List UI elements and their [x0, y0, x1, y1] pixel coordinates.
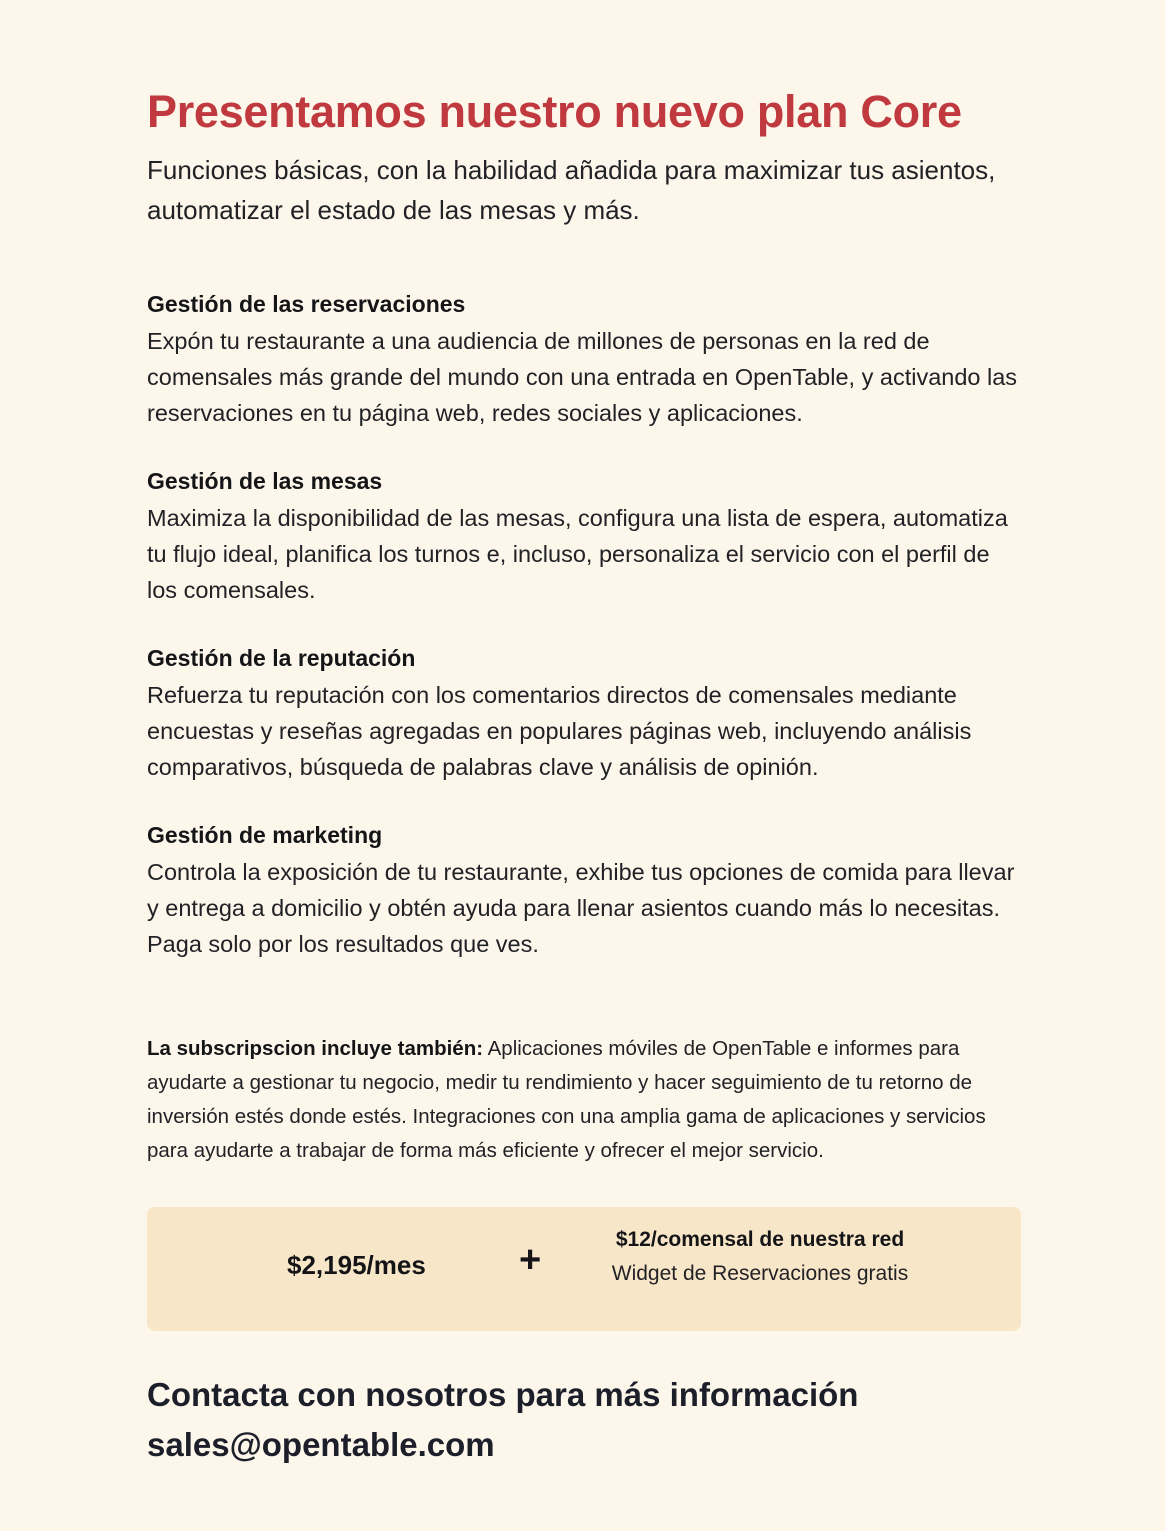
widget-free-note: Widget de Reservaciones gratis	[611, 1262, 909, 1285]
pricing-box	[147, 1207, 1021, 1331]
feature-description: Refuerza tu reputación con los comentarios directos de comensales mediante encuestas y reseñas agregadas en populares páginas web, incluyendo análisis comparativos, búsqueda de palabras clave y análisis de opinión.	[147, 682, 972, 780]
flyer	[147, 84, 1021, 1463]
feature-sections	[147, 288, 1021, 962]
contact-email: sales@opentable.com	[147, 1426, 495, 1463]
feature-section-tables	[147, 465, 1021, 608]
feature-section-reputation	[147, 642, 1021, 785]
plus-icon: +	[519, 1239, 542, 1281]
feature-heading: Gestión de marketing	[147, 822, 383, 848]
feature-heading: Gestión de las mesas	[147, 468, 383, 494]
subscription-includes-lead: La subscripscion incluye también:	[147, 1037, 484, 1060]
contact-block	[147, 1370, 1021, 1470]
contact-heading: Contacta con nosotros para más información	[147, 1376, 859, 1413]
feature-heading: Gestión de las reservaciones	[147, 291, 466, 317]
page-subtitle: Funciones básicas, con la habilidad añadida para maximizar tus asientos, automatizar el estado de las mesas y más.	[147, 155, 996, 225]
feature-description: Maximiza la disponibilidad de las mesas, configura una lista de espera, automatiza tu flujo ideal, planifica los turnos e, incluso, personaliza el servicio con el perfil de los comensales.	[147, 505, 1008, 603]
per-diner-price: $12/comensal de nuestra red	[615, 1228, 905, 1251]
subscription-includes-text: Aplicaciones móviles de OpenTable e informes para ayudarte a gestionar tu negocio, medir tu rendimiento y hacer seguimiento de tu retorno de inversión estés donde estés. Integraciones con una amplia gama de aplicaciones y servicios para ayudarte a trabajar de forma más eficiente y ofrecer el mejor servicio.	[147, 1037, 986, 1162]
monthly-price: $2,195/mes	[287, 1250, 426, 1280]
page-title: Presentamos nuestro nuevo plan Core	[147, 86, 962, 137]
feature-description: Controla la exposición de tu restaurante, exhibe tus opciones de comida para llevar y entrega a domicilio y obtén ayuda para llenar asientos cuando más lo necesitas. Paga solo por los resultados que ves.	[147, 859, 1015, 957]
pricing-details	[587, 1223, 933, 1291]
feature-section-marketing	[147, 819, 1021, 962]
subscription-includes	[147, 1032, 1021, 1168]
feature-heading: Gestión de la reputación	[147, 645, 416, 671]
feature-section-reservations	[147, 288, 1021, 431]
feature-description: Expón tu restaurante a una audiencia de millones de personas en la red de comensales más grande del mundo con una entrada en OpenTable, y activando las reservaciones en tu página web, redes sociales y aplicaciones.	[147, 328, 1018, 426]
